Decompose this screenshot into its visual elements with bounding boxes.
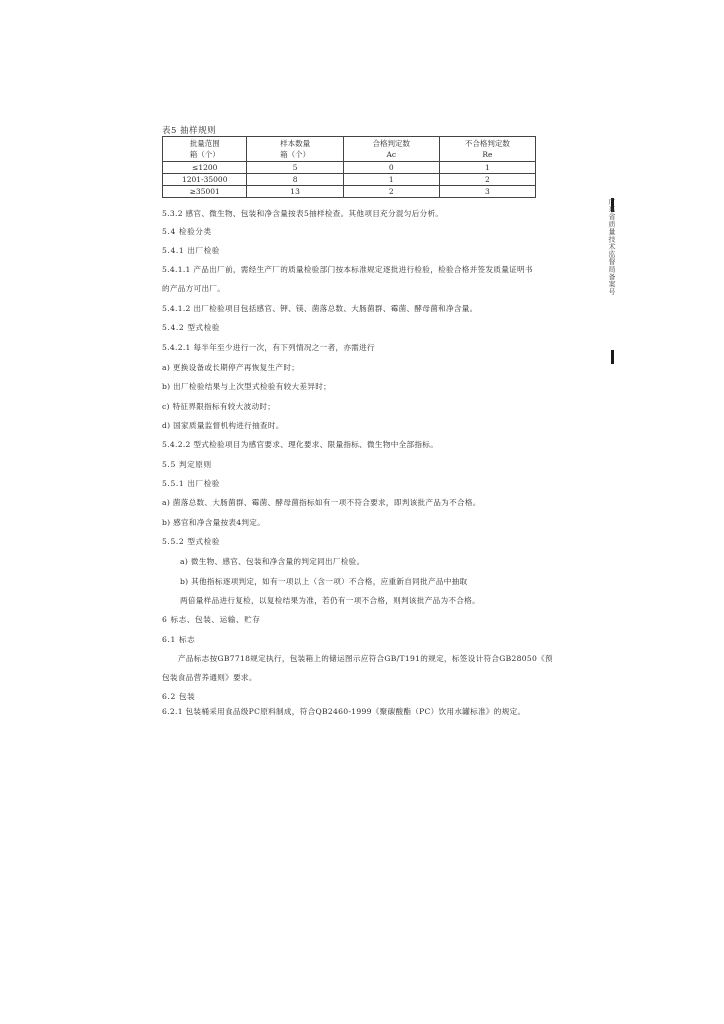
heading-6-1: 6.1 标志 bbox=[162, 635, 196, 644]
clause-6-1-cont: 包装食品营养通则》要求。 bbox=[162, 673, 257, 682]
heading-6-2: 6.2 包装 bbox=[162, 692, 196, 701]
table-cell: 1201-35000 bbox=[163, 174, 247, 186]
list-item-c: c) 特征界限指标有较大波动时； bbox=[162, 402, 276, 411]
header-cell-sample-size: 样本数量 箱（个） bbox=[247, 137, 343, 162]
table-cell: 2 bbox=[343, 186, 439, 198]
table-row bbox=[163, 162, 536, 174]
list-item-a: a) 菌落总数、大肠菌群、霉菌、酵母菌指标如有一项不符合要求，即判该批产品为不合格。 bbox=[162, 498, 481, 507]
heading-5-5-2: 5.5.2 型式检验 bbox=[162, 537, 221, 546]
heading-5-4: 5.4 检验分类 bbox=[162, 227, 212, 236]
list-item-d: d) 国家质量监督机构进行抽查时。 bbox=[162, 421, 284, 430]
table-cell: 8 bbox=[247, 174, 343, 186]
clause-6-1: 产品标志按GB7718规定执行，包装箱上的储运图示应符合GB/T191的规定，标签设计符合GB28050《预 bbox=[178, 654, 553, 663]
clause-5-4-1-2: 5.4.1.2 出厂检验项目包括感官、钾、镁、菌落总数、大肠菌群、霉菌、酵母菌和净含量。 bbox=[162, 304, 478, 313]
header-cell-accept: 合格判定数 Ac bbox=[343, 137, 439, 162]
table-cell: 13 bbox=[247, 186, 343, 198]
heading-5-5-1: 5.5.1 出厂检验 bbox=[162, 479, 221, 488]
clause-6-2-1: 6.2.1 包装桶采用食品级PC原料制成，符合QB2460-1999《聚碳酸酯（PC）饮用水罐标准》的规定。 bbox=[162, 707, 526, 716]
heading-5-5: 5.5 判定原则 bbox=[162, 460, 212, 469]
table-row bbox=[163, 174, 536, 186]
clause-5-4-2-2: 5.4.2.2 型式检验项目为感官要求、理化要求、限量指标、微生物中全部指标。 bbox=[162, 440, 439, 449]
table-cell: 3 bbox=[439, 186, 535, 198]
list-item-b: b) 出厂检验结果与上次型式检验有较大差异时； bbox=[162, 382, 332, 391]
heading-5-4-1: 5.4.1 出厂检验 bbox=[162, 246, 221, 255]
sampling-rules-table bbox=[162, 136, 536, 198]
heading-5-4-2: 5.4.2 型式检验 bbox=[162, 323, 221, 332]
header-cell-reject: 不合格判定数 Re bbox=[439, 137, 535, 162]
clause-5-4-1-1: 5.4.1.1 产品出厂前，需经生产厂的质量检验部门按本标准规定逐批进行检验，检验合格并签发质量证明书 bbox=[162, 265, 533, 274]
table-cell: 1 bbox=[343, 174, 439, 186]
list-item-a: a) 更换设备或长期停产再恢复生产时； bbox=[162, 363, 300, 372]
heading-6: 6 标志、包装、运输、贮存 bbox=[162, 615, 261, 624]
side-vertical-text: 广东省质量技术监督局备案号 bbox=[608, 198, 616, 296]
table-cell: ≤1200 bbox=[163, 162, 247, 174]
clause-5-3-2: 5.3.2 感官、微生物、包装和净含量按表5抽样检查。其他项目充分混匀后分析。 bbox=[162, 209, 444, 218]
side-mark-bottom bbox=[611, 350, 614, 364]
list-item-b: b) 感官和净含量按表4判定。 bbox=[162, 518, 266, 527]
table-cell: ≥35001 bbox=[163, 186, 247, 198]
table-caption: 表5 抽样规则 bbox=[162, 126, 217, 136]
list-item-a: a) 微生物、感官、包装和净含量的判定同出厂检验。 bbox=[180, 557, 365, 566]
clause-5-4-2-1: 5.4.2.1 每半年至少进行一次，有下列情况之一者，亦需进行 bbox=[162, 343, 375, 352]
clause-5-4-1-1-cont: 的产品方可出厂。 bbox=[162, 284, 226, 293]
table-cell: 5 bbox=[247, 162, 343, 174]
header-cell-batch-range: 批量范围 箱（个） bbox=[163, 137, 247, 162]
table-cell: 0 bbox=[343, 162, 439, 174]
table-header-row bbox=[163, 137, 536, 162]
table-row bbox=[163, 186, 536, 198]
table-cell: 2 bbox=[439, 174, 535, 186]
list-item-b-cont: 两倍量样品进行复检，以复检结果为准，若仍有一项不合格，则判该批产品为不合格。 bbox=[180, 596, 480, 605]
table-cell: 1 bbox=[439, 162, 535, 174]
list-item-b: b) 其他指标逐项判定，如有一项以上（含一项）不合格，应重新自同批产品中抽取 bbox=[180, 577, 468, 586]
